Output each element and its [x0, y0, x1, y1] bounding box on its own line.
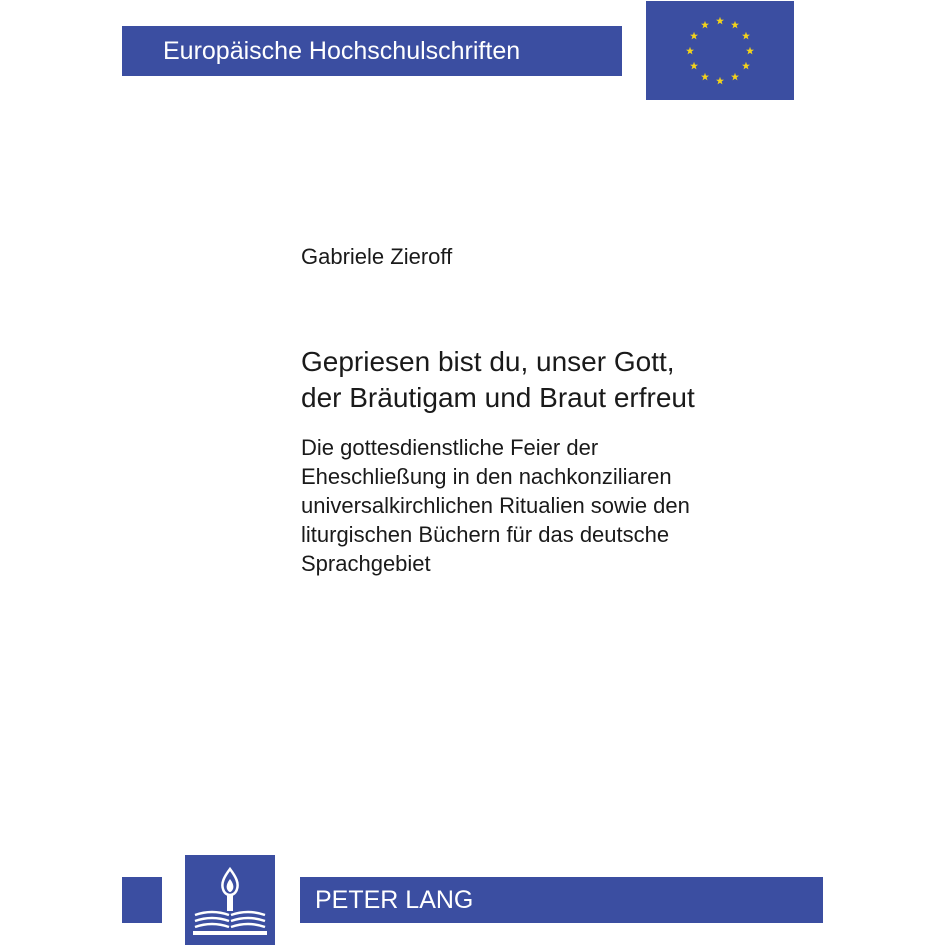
book-title: [301, 344, 695, 416]
star-icon: [701, 21, 709, 29]
star-icon: [742, 62, 750, 70]
subtitle-line: liturgischen Büchern für das deutsche: [301, 522, 670, 547]
star-icon: [716, 17, 724, 25]
star-icon: [690, 62, 698, 70]
star-icon: [716, 77, 724, 85]
series-title: Europäische Hochschulschriften: [163, 37, 521, 65]
star-icon: [746, 47, 754, 55]
series-banner: [122, 26, 622, 76]
subtitle-line: Sprachgebiet: [301, 551, 431, 576]
star-icon: [686, 47, 694, 55]
book-subtitle: [301, 433, 690, 578]
star-icon: [690, 32, 698, 40]
subtitle-line: Eheschließung in den nachkonziliaren: [301, 464, 672, 489]
star-icon: [731, 73, 739, 81]
subtitle-line: universalkirchlichen Ritualien sowie den: [301, 493, 690, 518]
publisher-name: PETER LANG: [315, 886, 474, 914]
title-line: Gepriesen bist du, unser Gott,: [301, 346, 675, 377]
star-icon: [742, 32, 750, 40]
subtitle-line: Die gottesdienstliche Feier der: [301, 435, 599, 460]
star-icon: [731, 21, 739, 29]
decorative-blue-block: [122, 877, 162, 923]
title-line: der Bräutigam und Braut erfreut: [301, 382, 695, 413]
author-name: Gabriele Zieroff: [301, 244, 453, 269]
publisher-logo: [185, 855, 275, 945]
star-icon: [701, 73, 709, 81]
publisher-banner: [300, 877, 823, 923]
eu-stars-flag-icon: [646, 1, 794, 100]
open-book-flame-icon: [185, 855, 275, 945]
